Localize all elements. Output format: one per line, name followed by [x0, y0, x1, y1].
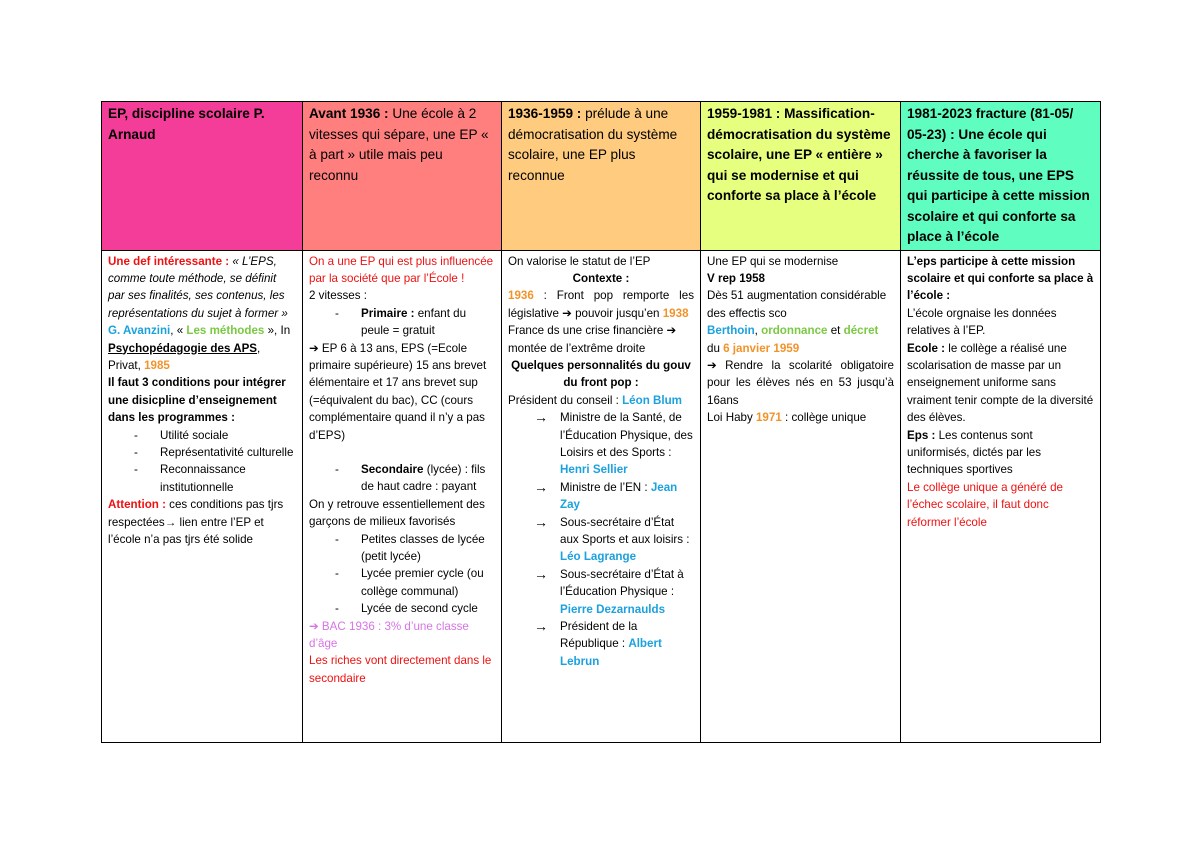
ep-line: ➔ EP 6 à 13 ans, EPS (=Ecole primaire supérieure) 15 ans brevet élémentaire et 17 ans brevet sup (=équivalent du bac), CC (cours complémentaire quand il n’y a pas d’EPS)	[309, 341, 487, 442]
du-text: du	[707, 341, 724, 355]
header-col5-title: 1981-2023 fracture (81-05/ 05-23) :	[907, 106, 1074, 142]
secondaire-list	[309, 461, 495, 496]
cell-1981-2023	[901, 250, 1101, 742]
def-sep2: », In	[264, 324, 291, 338]
president-name: Léon Blum	[622, 393, 682, 407]
classes-list	[309, 531, 495, 618]
conditions-list	[108, 427, 296, 497]
def-quote: « L’EPS, comme toute méthode, se définit par ses finalités, ses contenus, les représentations du sujet à former »	[108, 254, 288, 320]
augmentation-text: Dès 51 augmentation considérable des effectis sco	[707, 289, 887, 320]
header-col4-text: 1959-1981 : Massification-démocratisation du système scolaire, une EP « entière » qui se modernise et qui conforte sa place à l’école	[707, 106, 891, 203]
primaire-label: Primaire :	[361, 306, 415, 320]
ecole-label: Ecole :	[907, 341, 946, 355]
primaire-list	[309, 305, 495, 340]
cell-1936-1959	[502, 250, 701, 742]
col4-intro: Une EP qui se modernise	[707, 254, 839, 268]
minister-item	[508, 479, 694, 514]
attention-label: Attention :	[108, 498, 166, 512]
class-item: - Petites classes de lycée (petit lycée)	[309, 531, 495, 566]
conclusion-text: Le collège unique a généré de l’échec scolaire, il faut donc réformer l’école	[907, 480, 1064, 529]
college-text: : collège unique	[781, 411, 867, 425]
header-row	[102, 102, 1101, 251]
berthoin-name: Berthoin	[707, 324, 755, 338]
col2-intro: On a une EP qui est plus influencée par la société que par l’École !	[309, 254, 494, 285]
minister-name: Henri Sellier	[560, 463, 628, 477]
col5-intro: L’eps participe à cette mission scolaire et qui conforte sa place à l’école :	[907, 254, 1094, 303]
minister-role: Sous-secrétaire d’État aux Sports et aux loisirs :	[560, 515, 690, 546]
header-1936-1959	[502, 102, 701, 251]
ecole-text: le collège a réalisé une scolarisation de masse par un enseignement uniforme sans vraiment tenir compte de la diversité des élèves.	[907, 341, 1094, 425]
secondaire-label: Secondaire	[361, 462, 424, 476]
rendre-text: ➔ Rendre la scolarité obligatoire pour les élèves nés en 53 jusqu’à 16ans	[707, 358, 894, 407]
header-1959-1981	[701, 102, 901, 251]
et-text: et	[827, 324, 844, 338]
minister-role: Ministre de l’EN :	[560, 480, 651, 494]
minister-name: Albert Lebrun	[560, 637, 662, 668]
minister-name: Pierre Dezarnaulds	[560, 602, 666, 616]
minister-role: Président de la République :	[560, 620, 638, 651]
secondaire-item	[309, 461, 495, 496]
header-col1-text: EP, discipline scolaire P. Arnaud	[108, 106, 265, 142]
header-ep-discipline	[102, 102, 303, 251]
secondaire-text: (lycée) : fils de haut cadre : payant	[361, 462, 486, 494]
minister-name: Jean Zay	[560, 480, 678, 512]
minister-item	[508, 566, 694, 618]
minister-item	[508, 514, 694, 566]
ministers-list	[508, 409, 694, 670]
header-col3-text: prélude à une démocratisation du système scolaire, une EP plus reconnue	[508, 106, 678, 183]
def-label: Une def intéressante :	[108, 254, 230, 268]
riches-text: Les riches vont directement dans le secondaire	[309, 654, 492, 685]
def-sep: , «	[170, 324, 187, 338]
bac-text: ➔ BAC 1936 : 3% d’une classe d’âge	[309, 619, 469, 651]
vrep-text: V rep 1958	[707, 271, 766, 285]
header-col2-title: Avant 1936 :	[309, 106, 389, 121]
minister-item	[508, 409, 694, 479]
history-table	[101, 101, 1101, 743]
primaire-text: enfant du peule = gratuit	[361, 306, 467, 338]
year-1938: 1938	[662, 306, 689, 320]
cell-1959-1981	[701, 250, 901, 742]
condition-item: - Reconnaissance institutionnelle	[108, 461, 296, 496]
decret-date: 6 janvier 1959	[723, 341, 800, 355]
class-item: - Lycée premier cycle (ou collège communal)	[309, 565, 495, 600]
cell-avant-1936	[303, 250, 502, 742]
condition-item: - Représentativité culturelle	[108, 444, 296, 461]
header-col2-text: Une école à 2 vitesses qui sépare, une EP « à part » utile mais peu reconnu	[309, 106, 489, 183]
eps-label: Eps :	[907, 428, 936, 442]
def-book: Les méthodes	[186, 324, 265, 338]
header-col3-title: 1936-1959 :	[508, 106, 582, 121]
year-1971: 1971	[755, 411, 782, 425]
conditions-intro: Il faut 3 conditions pour intégrer une disicpline d’enseignement dans les programmes :	[108, 376, 286, 425]
cell-ep-discipline	[102, 250, 303, 742]
minister-item	[508, 618, 694, 670]
personnalites-label: Quelques personnalités du gouv du front pop :	[511, 358, 691, 390]
front-pop-text: : Front pop remporte les législative ➔ pouvoir jusqu’en	[508, 289, 694, 320]
minister-role: Ministre de la Santé, de l’Éducation Physique, des Loisirs et des Sports :	[560, 411, 693, 459]
def-author: G. Avanzini	[108, 324, 171, 338]
decret-text: décret	[843, 324, 879, 338]
primaire-item	[309, 305, 495, 340]
def-publisher: , Privat,	[108, 341, 261, 372]
president-label: Président du conseil :	[508, 393, 623, 407]
crise-text: France ds une crise financière ➔ montée de l’extrême droite	[508, 324, 677, 355]
def-journal: Psychopédagogie des APS	[108, 341, 258, 355]
ordonnance-text: ordonnance	[761, 324, 828, 338]
year-1936: 1936	[508, 289, 534, 303]
condition-item: - Utilité sociale	[108, 427, 296, 444]
minister-role: Sous-secrétaire d’État à l’Éducation Physique :	[560, 567, 684, 599]
contexte-label: Contexte :	[572, 271, 630, 285]
header-1981-2023	[901, 102, 1101, 251]
valorise-text: On valorise le statut de l’EP	[508, 254, 651, 268]
class-item: - Lycée de second cycle	[309, 600, 495, 617]
header-avant-1936	[303, 102, 502, 251]
header-col5-text: Une école qui cherche à favoriser la réussite de tous, une EPS qui participe à cette mission scolaire et qui conforte sa place à l’école	[907, 126, 1090, 244]
organise-text: L’école orgnaise les données relatives à l’EP.	[907, 306, 1057, 338]
eps-text: Les contenus sont uniformisés, dictés par les techniques sportives	[907, 428, 1042, 477]
col2-speeds: 2 vitesses :	[309, 289, 367, 303]
minister-name: Léo Lagrange	[560, 550, 637, 564]
content-row	[102, 250, 1101, 742]
retrouve-text: On y retrouve essentiellement des garçons de milieux favorisés	[309, 497, 485, 529]
berthoin-comma: ,	[754, 324, 762, 338]
attention-text: ces conditions pas tjrs respectées→ lien entre l’EP et l’école n’a pas tjrs été solide	[108, 498, 284, 546]
haby-text: Loi Haby	[707, 411, 756, 425]
def-year: 1985	[144, 358, 170, 372]
